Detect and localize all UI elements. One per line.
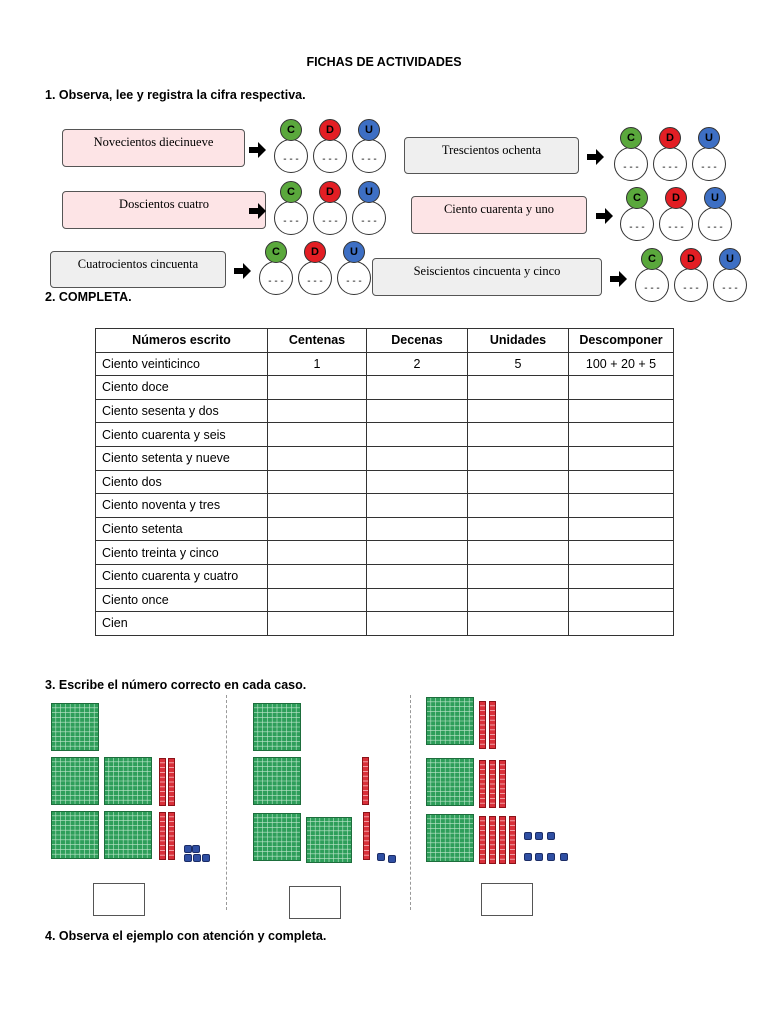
answer-cell[interactable] xyxy=(367,517,468,541)
group-divider xyxy=(226,695,227,910)
answer-cell[interactable] xyxy=(468,517,569,541)
number-word-cell: Ciento sesenta y dos xyxy=(96,399,268,423)
one-cube xyxy=(202,854,210,862)
one-cube xyxy=(535,853,543,861)
ten-rod xyxy=(159,812,166,860)
place-value-badge-d: D xyxy=(319,119,341,141)
answer-cell[interactable] xyxy=(268,376,367,400)
ten-rod xyxy=(489,816,496,864)
answer-cell[interactable] xyxy=(468,423,569,447)
number-word-box: Novecientos diecinueve xyxy=(62,129,245,167)
col-header-centenas: Centenas xyxy=(268,329,367,353)
answer-cell[interactable] xyxy=(569,423,674,447)
ten-rod xyxy=(363,812,370,860)
col-header-descomponer: Descomponer xyxy=(569,329,674,353)
hundred-block xyxy=(51,757,99,805)
answer-cell[interactable] xyxy=(268,470,367,494)
number-word-cell: Ciento setenta xyxy=(96,517,268,541)
hundred-block xyxy=(104,757,152,805)
one-cube xyxy=(535,832,543,840)
answer-cell[interactable] xyxy=(468,399,569,423)
digit-slot-u[interactable]: - - - xyxy=(337,261,371,295)
one-cube xyxy=(547,853,555,861)
ten-rod xyxy=(479,816,486,864)
place-value-badge-u: U xyxy=(704,187,726,209)
answer-cell[interactable] xyxy=(569,588,674,612)
answer-cell[interactable] xyxy=(268,612,367,636)
one-cube xyxy=(193,854,201,862)
place-value-badge-u: U xyxy=(343,241,365,263)
digit-slot-u[interactable]: - - - xyxy=(352,201,386,235)
answer-box-3[interactable] xyxy=(481,883,533,916)
ten-rod xyxy=(159,758,166,806)
answer-cell[interactable] xyxy=(367,494,468,518)
place-value-badge-u: U xyxy=(358,119,380,141)
one-cube xyxy=(560,853,568,861)
one-cube xyxy=(184,845,192,853)
hundred-block xyxy=(253,703,301,751)
digit-slot-c[interactable]: - - - xyxy=(620,207,654,241)
digit-slot-c[interactable]: - - - xyxy=(274,139,308,173)
place-value-badge-c: C xyxy=(280,181,302,203)
answer-cell[interactable]: 100 + 20 + 5 xyxy=(569,352,674,376)
answer-cell[interactable] xyxy=(268,588,367,612)
answer-cell[interactable] xyxy=(268,423,367,447)
place-value-badge-d: D xyxy=(665,187,687,209)
number-word-cell: Ciento doce xyxy=(96,376,268,400)
one-cube xyxy=(524,832,532,840)
one-cube xyxy=(388,855,396,863)
hundred-block xyxy=(253,757,301,805)
answer-cell[interactable] xyxy=(468,494,569,518)
place-value-badge-d: D xyxy=(304,241,326,263)
right-arrow-icon xyxy=(234,263,252,279)
hundred-block xyxy=(426,814,474,862)
page-title: FICHAS DE ACTIVIDADES xyxy=(306,55,462,69)
ten-rod xyxy=(479,760,486,808)
answer-cell[interactable] xyxy=(268,399,367,423)
digit-slot-d[interactable]: - - - xyxy=(313,139,347,173)
one-cube xyxy=(377,853,385,861)
answer-cell[interactable] xyxy=(367,446,468,470)
number-word-cell: Ciento veinticinco xyxy=(96,352,268,376)
one-cube xyxy=(184,854,192,862)
digit-slot-d[interactable]: - - - xyxy=(674,268,708,302)
table-row xyxy=(96,352,674,376)
answer-cell[interactable] xyxy=(569,541,674,565)
answer-cell[interactable] xyxy=(468,564,569,588)
place-value-badge-d: D xyxy=(319,181,341,203)
hundred-block xyxy=(51,703,99,751)
ten-rod xyxy=(168,812,175,860)
answer-cell[interactable]: 1 xyxy=(268,352,367,376)
place-value-badge-c: C xyxy=(641,248,663,270)
answer-box-2[interactable] xyxy=(289,886,341,919)
table-row xyxy=(96,588,674,612)
answer-cell[interactable]: 5 xyxy=(468,352,569,376)
table-row xyxy=(96,564,674,588)
digit-slot-c[interactable]: - - - xyxy=(635,268,669,302)
digit-slot-c[interactable]: - - - xyxy=(259,261,293,295)
answer-cell[interactable] xyxy=(268,517,367,541)
number-word-box: Seiscientos cincuenta y cinco xyxy=(372,258,602,296)
right-arrow-icon xyxy=(249,142,267,158)
ten-rod xyxy=(509,816,516,864)
hundred-block xyxy=(426,758,474,806)
table-row xyxy=(96,517,674,541)
group-divider xyxy=(410,695,411,910)
digit-slot-d[interactable]: - - - xyxy=(298,261,332,295)
number-word-box: Doscientos cuatro xyxy=(62,191,266,229)
place-value-badge-d: D xyxy=(680,248,702,270)
completion-table xyxy=(95,328,674,636)
digit-slot-u[interactable]: - - - xyxy=(713,268,747,302)
answer-cell[interactable] xyxy=(367,376,468,400)
ten-rod xyxy=(499,816,506,864)
answer-cell[interactable] xyxy=(367,588,468,612)
answer-cell[interactable] xyxy=(268,494,367,518)
table-row xyxy=(96,470,674,494)
answer-cell[interactable] xyxy=(468,541,569,565)
answer-cell[interactable] xyxy=(268,564,367,588)
answer-cell[interactable] xyxy=(367,541,468,565)
digit-slot-c[interactable]: - - - xyxy=(614,147,648,181)
ten-rod xyxy=(489,760,496,808)
answer-cell[interactable] xyxy=(468,612,569,636)
answer-cell[interactable] xyxy=(569,612,674,636)
answer-cell[interactable] xyxy=(569,446,674,470)
one-cube xyxy=(192,845,200,853)
number-word-box: Cuatrocientos cincuenta xyxy=(50,251,226,288)
table-row xyxy=(96,494,674,518)
hundred-block xyxy=(51,811,99,859)
section4-heading: 4. Observa el ejemplo con atención y completa. xyxy=(45,929,327,943)
place-value-badge-u: U xyxy=(698,127,720,149)
answer-cell[interactable] xyxy=(268,541,367,565)
answer-cell[interactable] xyxy=(569,517,674,541)
col-header-unidades: Unidades xyxy=(468,329,569,353)
table-row xyxy=(96,612,674,636)
answer-cell[interactable] xyxy=(367,399,468,423)
ten-rod xyxy=(489,701,496,749)
hundred-block xyxy=(426,697,474,745)
table-row xyxy=(96,446,674,470)
place-value-badge-u: U xyxy=(719,248,741,270)
number-word-cell: Ciento cuarenta y cuatro xyxy=(96,564,268,588)
answer-cell[interactable] xyxy=(367,564,468,588)
digit-slot-u[interactable]: - - - xyxy=(692,147,726,181)
number-word-cell: Ciento noventa y tres xyxy=(96,494,268,518)
digit-slot-u[interactable]: - - - xyxy=(698,207,732,241)
number-word-cell: Ciento treinta y cinco xyxy=(96,541,268,565)
place-value-badge-c: C xyxy=(265,241,287,263)
answer-cell[interactable] xyxy=(569,564,674,588)
place-value-badge-c: C xyxy=(620,127,642,149)
number-word-cell: Ciento once xyxy=(96,588,268,612)
right-arrow-icon xyxy=(249,203,267,219)
ten-rod xyxy=(479,701,486,749)
answer-cell[interactable] xyxy=(468,446,569,470)
ten-rod xyxy=(362,757,369,805)
right-arrow-icon xyxy=(596,208,614,224)
answer-cell[interactable] xyxy=(569,376,674,400)
hundred-block xyxy=(104,811,152,859)
answer-cell[interactable] xyxy=(569,399,674,423)
table-row xyxy=(96,423,674,447)
digit-slot-d[interactable]: - - - xyxy=(313,201,347,235)
right-arrow-icon xyxy=(610,271,628,287)
answer-cell[interactable] xyxy=(569,494,674,518)
hundred-block xyxy=(306,817,352,863)
one-cube xyxy=(547,832,555,840)
number-word-box: Ciento cuarenta y uno xyxy=(411,196,587,234)
number-word-cell: Cien xyxy=(96,612,268,636)
answer-cell[interactable] xyxy=(468,588,569,612)
answer-cell[interactable] xyxy=(367,423,468,447)
number-word-cell: Ciento dos xyxy=(96,470,268,494)
section3-heading: 3. Escribe el número correcto en cada caso. xyxy=(45,678,307,692)
number-word-box: Trescientos ochenta xyxy=(404,137,579,174)
place-value-badge-c: C xyxy=(626,187,648,209)
table-row xyxy=(96,399,674,423)
place-value-badge-c: C xyxy=(280,119,302,141)
col-header-decenas: Decenas xyxy=(367,329,468,353)
digit-slot-c[interactable]: - - - xyxy=(274,201,308,235)
right-arrow-icon xyxy=(587,149,605,165)
hundred-block xyxy=(253,813,301,861)
answer-cell[interactable] xyxy=(468,376,569,400)
digit-slot-d[interactable]: - - - xyxy=(659,207,693,241)
table-row xyxy=(96,541,674,565)
number-word-cell: Ciento setenta y nueve xyxy=(96,446,268,470)
place-value-badge-u: U xyxy=(358,181,380,203)
answer-box-1[interactable] xyxy=(93,883,145,916)
ten-rod xyxy=(168,758,175,806)
digit-slot-d[interactable]: - - - xyxy=(653,147,687,181)
number-word-cell: Ciento cuarenta y seis xyxy=(96,423,268,447)
table-header-row xyxy=(96,329,674,353)
answer-cell[interactable]: 2 xyxy=(367,352,468,376)
answer-cell[interactable] xyxy=(468,470,569,494)
section2-heading: 2. COMPLETA. xyxy=(45,290,132,304)
answer-cell[interactable] xyxy=(268,446,367,470)
answer-cell[interactable] xyxy=(367,470,468,494)
ten-rod xyxy=(499,760,506,808)
table-row xyxy=(96,376,674,400)
place-value-badge-d: D xyxy=(659,127,681,149)
digit-slot-u[interactable]: - - - xyxy=(352,139,386,173)
col-header-numero: Números escrito xyxy=(96,329,268,353)
answer-cell[interactable] xyxy=(367,612,468,636)
one-cube xyxy=(524,853,532,861)
answer-cell[interactable] xyxy=(569,470,674,494)
section1-heading: 1. Observa, lee y registra la cifra respectiva. xyxy=(45,88,306,102)
